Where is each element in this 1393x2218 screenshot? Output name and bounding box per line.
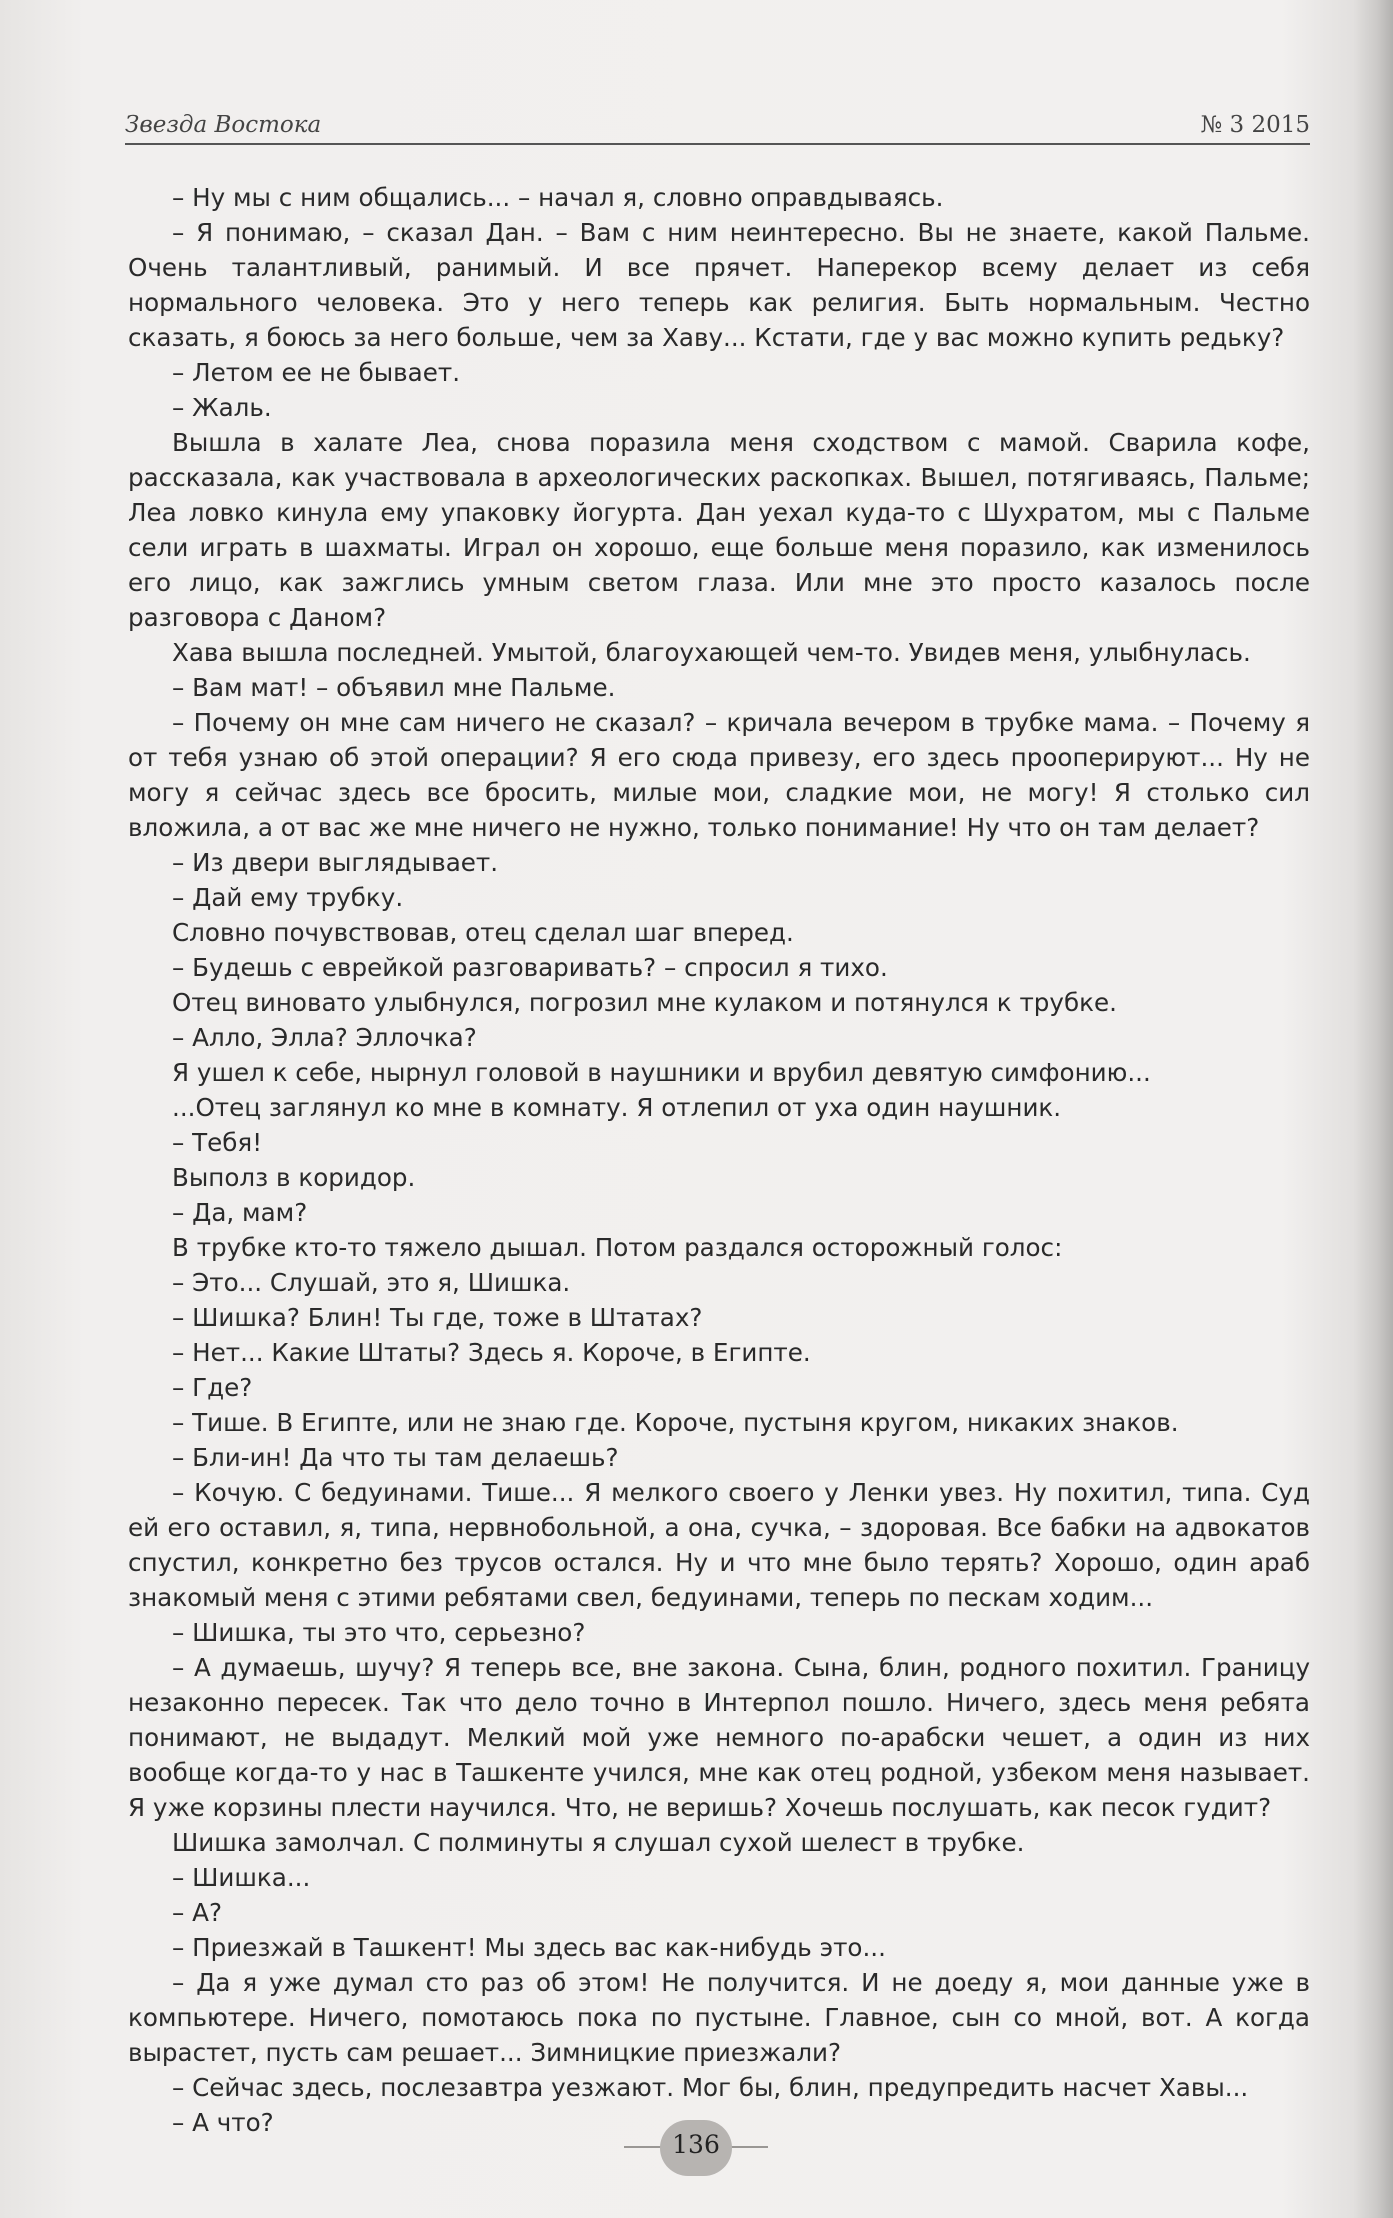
paragraph: – Летом ее не бывает.	[172, 358, 461, 387]
paragraph: – Дай ему трубку.	[172, 883, 404, 912]
page-number: 136	[672, 2130, 720, 2159]
paragraph: Шишка замолчал. С полминуты я слушал сухой шелест в трубке.	[172, 1828, 1025, 1857]
paragraph: – Шишка, ты это что, серьезно?	[172, 1618, 586, 1647]
paragraph: Вышла в халате Леа, снова поразила меня сходством с мамой. Сварила кофе, рассказала, как участвовала в археологических раскопках. Вышел, потягиваясь, Пальме; Леа ловко кинула ему упаковку йогурта. Дан уехал куда-то с Шухратом, мы с Пальме сели играть в шахматы. Играл он хорошо, еще больше меня поразило, как изменилось его лицо, как зажглись умным светом глаза. Или мне это просто казалось после разговора с Даном?	[128, 428, 1310, 632]
issue-number: № 3 2015	[1200, 112, 1310, 138]
paragraph: Словно почувствовав, отец сделал шаг вперед.	[172, 918, 794, 947]
running-header	[125, 106, 1310, 146]
paragraph: Хава вышла последней. Умытой, благоухающей чем-то. Увидев меня, улыбнулась.	[172, 638, 1251, 667]
paragraph: – Кочую. С бедуинами. Тише... Я мелкого своего у Ленки увез. Ну похитил, типа. Суд ей его оставил, я, типа, нервнобольной, а она, сучка, – здоровая. Все бабки на адвокатов спустил, конкретно без трусов остался. Ну и что мне было терять? Хорошо, один араб знакомый меня с этими ребятами свел, бедуинами, теперь по пескам ходим...	[128, 1478, 1310, 1612]
paragraph: – Да, мам?	[172, 1198, 308, 1227]
paragraph: – Я понимаю, – сказал Дан. – Вам с ним неинтересно. Вы не знаете, какой Пальме. Очень талантливый, ранимый. И все прячет. Наперекор всему делает из себя нормального человека. Это у него теперь как религия. Быть нормальным. Честно сказать, я боюсь за него больше, чем за Хаву... Кстати, где у вас можно купить редьку?	[128, 218, 1310, 352]
paragraph: – Из двери выглядывает.	[172, 848, 499, 877]
paragraph: – Жаль.	[172, 393, 272, 422]
paragraph: – Алло, Элла? Эллочка?	[172, 1023, 477, 1052]
header-rule	[125, 143, 1310, 145]
paragraph: – Это... Слушай, это я, Шишка.	[172, 1268, 571, 1297]
paragraph: – Тебя!	[172, 1128, 263, 1157]
paragraph: – Шишка? Блин! Ты где, тоже в Штатах?	[172, 1303, 703, 1332]
paragraph: – Бли-ин! Да что ты там делаешь?	[172, 1443, 619, 1472]
journal-title: Звезда Востока	[125, 112, 322, 138]
paragraph: Выполз в коридор.	[172, 1163, 416, 1192]
paragraph: – Приезжай в Ташкент! Мы здесь вас как-нибудь это...	[172, 1933, 886, 1962]
paragraph: Отец виновато улыбнулся, погрозил мне кулаком и потянулся к трубке.	[172, 988, 1117, 1017]
paragraph: Я ушел к себе, нырнул головой в наушники и врубил девятую симфонию...	[172, 1058, 1151, 1087]
paragraph: В трубке кто-то тяжело дышал. Потом раздался осторожный голос:	[172, 1233, 1063, 1262]
paragraph: – А думаешь, шучу? Я теперь все, вне закона. Сына, блин, родного похитил. Границу незаконно пересек. Так что дело точно в Интерпол пошло. Ничего, здесь меня ребята понимают, не выдадут. Мелкий мой уже немного по-арабски чешет, а один из них вообще когда-то у нас в Ташкенте учился, мне как отец родной, узбеком меня называет. Я уже корзины плести научился. Что, не веришь? Хочешь послушать, как песок гудит?	[128, 1653, 1310, 1822]
spine-shadow	[1353, 0, 1393, 2218]
paragraph: – Будешь с еврейкой разговаривать? – спросил я тихо.	[172, 953, 888, 982]
paragraph: – А?	[172, 1898, 222, 1927]
ornament-right-line	[728, 2146, 768, 2148]
paragraph: ...Отец заглянул ко мне в комнату. Я отлепил от уха один наушник.	[172, 1093, 1062, 1122]
paragraph: – Шишка...	[172, 1863, 311, 1892]
paragraph: – Сейчас здесь, послезавтра уезжают. Мог бы, блин, предупредить насчет Хавы...	[172, 2073, 1249, 2102]
paragraph: – Ну мы с ним общались... – начал я, словно оправдываясь.	[172, 183, 944, 212]
body-text	[128, 180, 1310, 2140]
paragraph: – А что?	[172, 2108, 274, 2137]
paragraph: – Тише. В Египте, или не знаю где. Короче, пустыня кругом, никаких знаков.	[172, 1408, 1179, 1437]
ornament-left-line	[624, 2146, 664, 2148]
paragraph: – Вам мат! – объявил мне Пальме.	[172, 673, 616, 702]
paragraph: – Где?	[172, 1373, 253, 1402]
paragraph: – Да я уже думал сто раз об этом! Не получится. И не доеду я, мои данные уже в компьютере. Ничего, помотаюсь пока по пустыне. Главное, сын со мной, вот. А когда вырастет, пусть сам решает... Зимницкие приезжали?	[128, 1968, 1310, 2067]
page-number-ornament	[636, 2118, 756, 2178]
paragraph: – Нет... Какие Штаты? Здесь я. Короче, в Египте.	[172, 1338, 811, 1367]
paragraph: – Почему он мне сам ничего не сказал? – кричала вечером в трубке мама. – Почему я от тебя узнаю об этой операции? Я его сюда привезу, его здесь прооперируют... Ну не могу я сейчас здесь все бросить, милые мои, сладкие мои, не могу! Я столько сил вложила, а от вас же мне ничего не нужно, только понимание! Ну что он там делает?	[128, 708, 1310, 842]
